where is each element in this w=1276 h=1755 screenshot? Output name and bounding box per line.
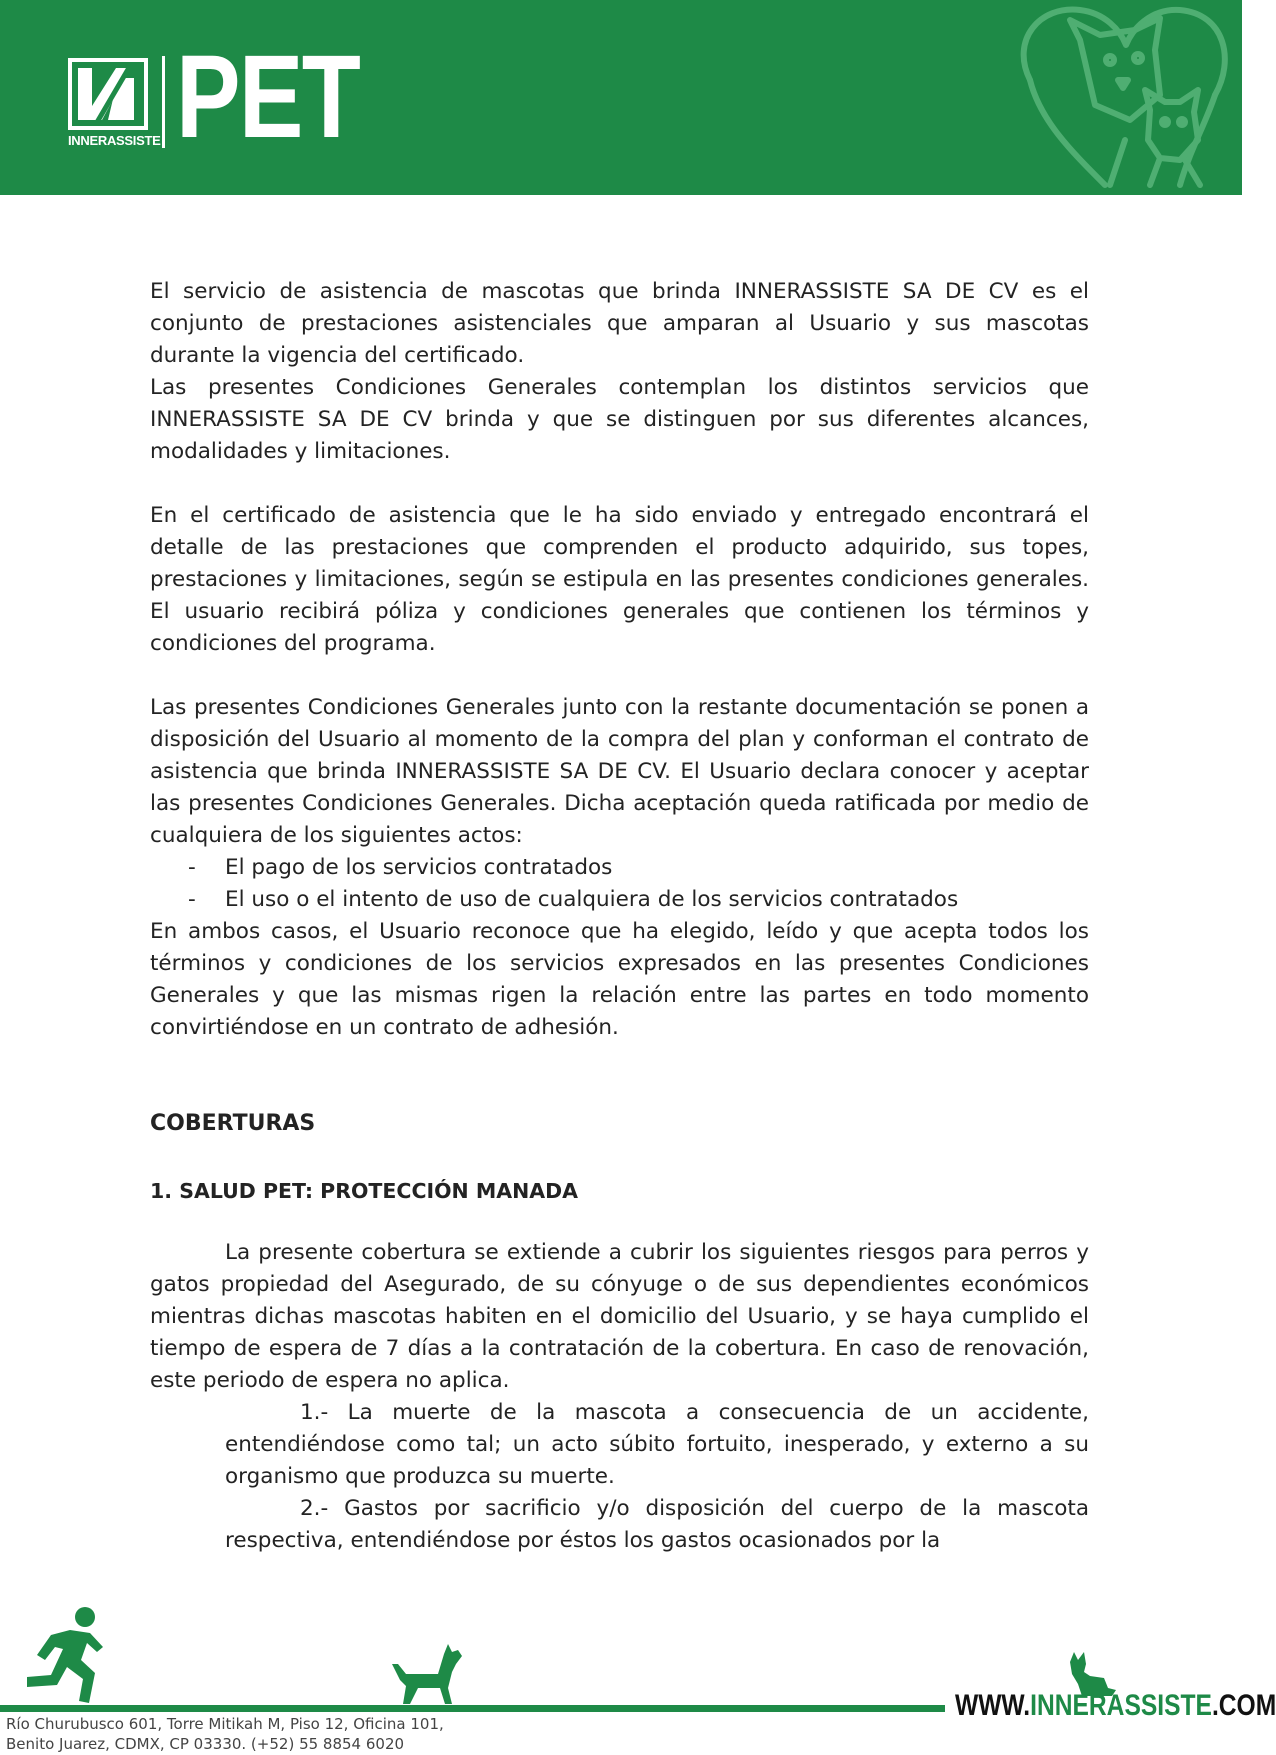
conditions-paragraph: Las presentes Condiciones Generales contemplan los distintos servicios que INNERASSISTE SA DE CV brinda y que se distinguen por sus diferentes alcances, modalidades y limitaciones.	[150, 375, 1089, 464]
footer-divider	[0, 1705, 945, 1712]
header-title: PET	[176, 31, 360, 163]
section-heading: COBERTURAS	[150, 1111, 316, 1136]
subsection-heading: 1. SALUD PET: PROTECCIÓN MANADA	[150, 1179, 579, 1203]
brand-logo-mark	[68, 58, 148, 130]
adhesion-paragraph: En ambos casos, el Usuario reconoce que ha elegido, leído y que acepta todos los términos y condiciones de los servicios expresados en las presentes Condiciones Generales y que las mismas rigen la relación entre las partes en todo momento convirtiéndose en un contrato de adhesión.	[150, 919, 1089, 1040]
dog-icon	[388, 1642, 468, 1707]
coverage-paragraph: La presente cobertura se extiende a cubrir los siguientes riesgos para perros y gatos propiedad del Asegurado, de su cónyuge o de sus dependientes económicos mientras dichas mascotas habiten en el domicilio del Usuario, y se haya cumplido el tiempo de espera de 7 días a la contratación de la cobertura. En caso de renovación, este periodo de espera no aplica.	[150, 1240, 1089, 1393]
coverage-item-2: 2.- Gastos por sacrificio y/o disposición del cuerpo de la mascota respectiva, entendiéndose por éstos los gastos ocasionados por la	[225, 1496, 1089, 1553]
list-item: - El uso o el intento de uso de cualquiera de los servicios contratados	[188, 887, 959, 912]
list-item: - El pago de los servicios contratados	[188, 855, 613, 880]
running-person-icon	[15, 1605, 115, 1705]
logo-divider	[162, 56, 165, 148]
footer-website-link[interactable]: WWW.INNERASSISTE.COM	[955, 1689, 1276, 1722]
pet-heart-illustration-icon	[1010, 0, 1242, 195]
footer-address: Río Churubusco 601, Torre Mitikah M, Piso 12, Oficina 101, Benito Juarez, CDMX, CP 03330. (+52) 55 8854 6020	[6, 1715, 444, 1753]
document-body	[150, 276, 1089, 1557]
brand-logo-caption: INNERASSISTE	[68, 133, 161, 148]
coverage-items	[150, 1397, 1089, 1557]
acceptance-paragraph: Las presentes Condiciones Generales junto con la restante documentación se ponen a disposición del Usuario al momento de la compra del plan y conforman el contrato de asistencia que brinda INNERASSISTE SA DE CV. El Usuario declara conocer y aceptar las presentes Condiciones Generales. Dicha aceptación queda ratificada por medio de cualquiera de los siguientes actos:	[150, 695, 1089, 848]
page-header	[0, 0, 1242, 195]
intro-paragraph: El servicio de asistencia de mascotas que brinda INNERASSISTE SA DE CV es el conjunto de prestaciones asistenciales que amparan al Usuario y sus mascotas durante la vigencia del certificado.	[150, 279, 1089, 368]
certificate-paragraph: En el certificado de asistencia que le ha sido enviado y entregado encontrará el detalle de las prestaciones que comprenden el producto adquirido, sus topes, prestaciones y limitaciones, según se estipula en las presentes condiciones generales. El usuario recibirá póliza y condiciones generales que contienen los términos y condiciones del programa.	[150, 503, 1089, 656]
coverage-item-1: 1.- La muerte de la mascota a consecuencia de un accidente, entendiéndose como tal; un acto súbito fortuito, inesperado, y externo a su organismo que produzca su muerte.	[225, 1400, 1089, 1489]
